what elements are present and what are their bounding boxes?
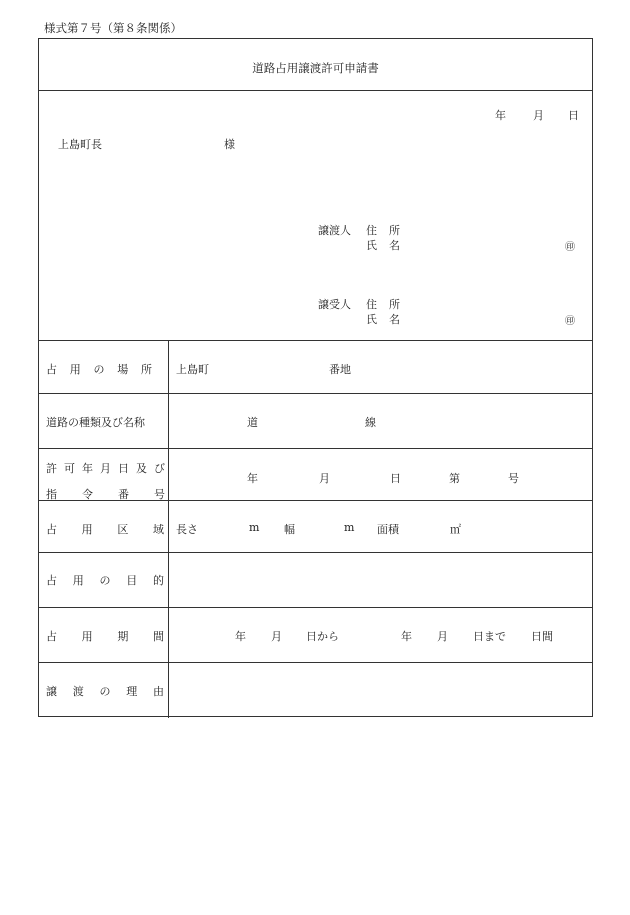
reason-label: 譲 渡 の 理 由: [46, 685, 164, 698]
permit-label-line2: 指 令 番 号: [46, 488, 165, 501]
area-width-unit: m: [344, 521, 355, 534]
form-number: 様式第７号（第８条関係）: [44, 21, 182, 35]
transferee-address-label-1: 住: [366, 298, 377, 311]
period-days: 日間: [531, 630, 553, 643]
transferor-role: 譲渡人: [318, 224, 351, 237]
period-label: 占 用 期 間: [46, 630, 164, 643]
period-start-year: 年: [235, 630, 246, 643]
road-line: 線: [365, 416, 376, 429]
transferee-seal-mark: ㊞: [565, 316, 575, 327]
area-length: 長さ: [176, 523, 198, 536]
period-until: 日まで: [473, 630, 506, 643]
application-form: [38, 38, 593, 717]
transferor-name-label-1: 氏: [366, 239, 377, 252]
date-month: 月: [533, 109, 544, 122]
addressee-name: 上島町長: [58, 138, 102, 151]
divider: [39, 500, 592, 501]
transferor-name-label-2: 名: [389, 239, 400, 252]
permit-month: 月: [319, 472, 330, 485]
period-from: 日から: [306, 630, 339, 643]
transferee-name-label-1: 氏: [366, 313, 377, 326]
divider: [39, 662, 592, 663]
period-start-month: 月: [271, 630, 282, 643]
date-year: 年: [495, 109, 506, 122]
location-banchi: 番地: [329, 363, 351, 376]
permit-dai: 第: [449, 472, 460, 485]
divider: [39, 393, 592, 394]
form-title: 道路占用譲渡許可申請書: [252, 61, 379, 75]
addressee-honorific: 様: [224, 138, 235, 151]
road-label: 道路の種類及び名称: [46, 416, 145, 429]
transferee-name-label-2: 名: [389, 313, 400, 326]
area-size-unit: ㎡: [450, 523, 461, 536]
transferor-seal-mark: ㊞: [565, 242, 575, 253]
location-town: 上島町: [176, 363, 209, 376]
divider: [39, 552, 592, 553]
transferee-address-label-2: 所: [389, 298, 400, 311]
transferee-role: 譲受人: [318, 298, 351, 311]
transferor-address-label-2: 所: [389, 224, 400, 237]
divider: [39, 448, 592, 449]
transferor-address-label-1: 住: [366, 224, 377, 237]
area-size: 面積: [377, 523, 399, 536]
area-length-unit: m: [249, 521, 260, 534]
permit-year: 年: [247, 472, 258, 485]
period-end-month: 月: [437, 630, 448, 643]
period-end-year: 年: [401, 630, 412, 643]
divider: [39, 90, 592, 91]
date-day: 日: [568, 109, 579, 122]
location-label: 占 用 の 場 所: [46, 363, 152, 376]
permit-label-line1: 許 可 年 月 日 及 び: [46, 462, 165, 475]
permit-day: 日: [390, 472, 401, 485]
area-label: 占 用 区 域: [46, 523, 164, 536]
area-width: 幅: [284, 523, 295, 536]
road-type: 道: [247, 416, 258, 429]
divider: [39, 340, 592, 341]
divider: [39, 607, 592, 608]
permit-go: 号: [508, 472, 519, 485]
purpose-label: 占 用 の 目 的: [46, 574, 164, 587]
